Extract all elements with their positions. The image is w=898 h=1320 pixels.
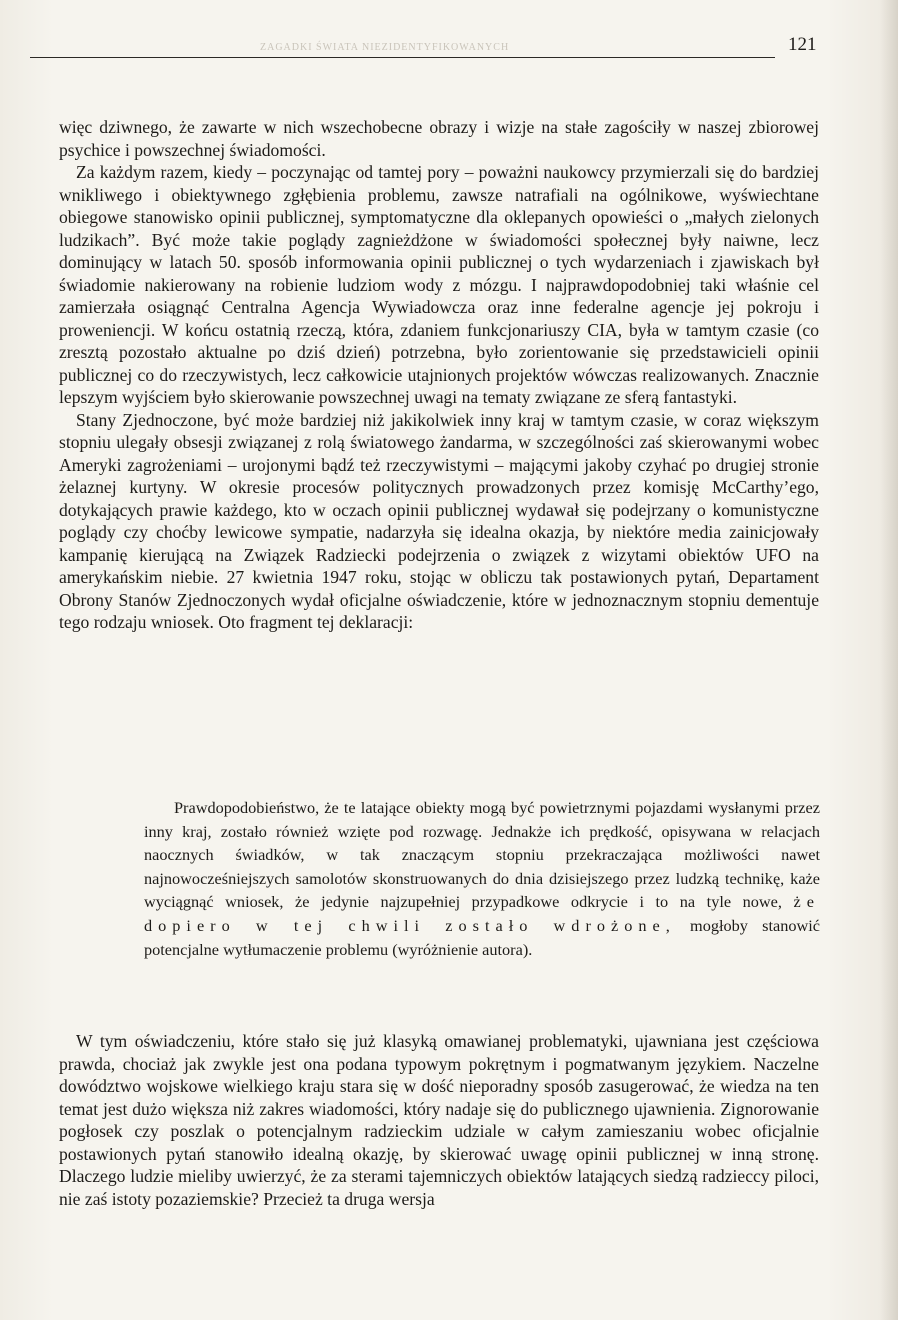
page-number: 121	[788, 34, 817, 55]
quote-text-2: mogłoby stanowić potencjalne wytłumaczenie problemu (wyróżnienie autora).	[144, 915, 820, 959]
block-quote	[144, 796, 820, 961]
paragraph-3: Stany Zjednoczone, być może bardziej niż jakikolwiek inny kraj w tamtym czasie, w coraz większym stopniu ulegały obsesji związanej z rolą światowego żandarma, w szczególności zaś skierowanymi wobec Ameryki zagrożeniami – urojonymi bądź też rzeczywistymi – mającymi jakoby czyhać po drugiej stronie żelaznej kurtyny. W okresie procesów politycznych prowadzonych przez komisję McCarthy’ego, dotykających prawie każdego, kto w oczach opinii publicznej wydawał się podejrzany o komunistyczne poglądy czy choćby lewicowe sympatie, nadarzyła się idealna okazja, by niektóre media zainicjowały kampanię kierującą na Związek Radziecki podejrzenia o związek z wizytami obiektów UFO na amerykańskim niebie. 27 kwietnia 1947 roku, stojąc w obliczu tak postawionych pytań, Departament Obrony Stanów Zjednoczonych wydał oficjalne oświadczenie, które w jednoznacznym stopniu dementuje tego rodzaju wniosek. Oto fragment tej deklaracji:	[59, 409, 819, 632]
paragraph-2: Za każdym razem, kiedy – poczynając od tamtej pory – poważni naukowcy przymierzali się do bardziej wnikliwego i obiektywnego zgłębienia problemu, zawsze natrafiali na ogólnikowe, wyświechtane obiegowe stanowisko opinii publicznej, symptomatyczne dla oklepanych opowieści o „małych zielonych ludzikach”. Być może takie poglądy zagnieżdżone w świadomości społecznej były naiwne, lecz dominujący w latach 50. sposób informowania opinii publicznej o tych wydarzeniach i zjawiskach był świadomie nakierowany na robienie ludziom wody z mózgu. I najprawdopodobniej taki właśnie cel zamierzała osiągnąć Centralna Agencja Wywiadowcza oraz inne federalne agencje jej pokroju i proweniencji. W końcu ostatnią rzeczą, która, zdaniem funkcjonariuszy CIA, była w tamtym czasie (co zresztą pozostało aktualne po dziś dzień) potrzebna, było zorientowanie się przedstawicieli opinii publicznej co do rzeczywistych, lecz całkowicie utajnionych projektów wówczas realizowanych. Znacznie lepszym wyjściem było skierowanie powszechnej uwagi na tematy związane ze sferą fantastyki.	[59, 162, 819, 407]
paragraph-4: W tym oświadczeniu, które stało się już klasyką omawianej problematyki, ujawniana jest częściowa prawda, chociaż jak zwykle jest ona podana typowym pokrętnym i pogmatwanym językiem. Naczelne dowództwo wojskowe wielkiego kraju stara się w dość nieporadny sposób zasugerować, że wiedza na ten temat jest dużo większa niż zakres wiadomości, który nadaje się do publicznego ujawnienia. Zignorowanie pogłosek czy poszlak o potencjalnym radzieckim udziale w całym zamieszaniu wobec oficjalnie postawionych pytań stanowiło idealną okazję, by skierować uwagę opinii publicznej w inną stronę. Dlaczego ludzie mieliby uwierzyć, że za sterami tajemniczych obiektów latających siedzą radzieccy piloci, nie zaś istoty pozaziemskie? Przecież ta druga wersja	[59, 1031, 819, 1209]
paragraph-1: więc dziwnego, że zawarte w nich wszechobecne obrazy i wizje na stałe zagościły w naszej zbiorowej psychice i powszechnej świadomości.	[59, 117, 819, 160]
header-rule	[30, 57, 775, 58]
body-text	[59, 116, 819, 634]
running-head: ZAGADKI ŚWIATA NIEZIDENTYFIKOWANYCH	[260, 42, 510, 53]
page-header	[30, 30, 830, 70]
quote-text-1: Prawdopodobieństwo, że te latające obiekty mogą być powietrznymi pojazdami wysłanymi przez inny kraj, zostało również wzięte pod rozwagę. Jednakże ich prędkość, opisywana w relacjach naocznych świadków, w tak znaczącym stopniu przekraczająca możliwości nawet najnowocześniejszych samolotów skonstruowanych do dnia dzisiejszego przez ludzką technikę, każe wyciągnąć wniosek, że jedynie najzupełniej przypadkowe odkrycie i to na tyle nowe,	[144, 798, 820, 912]
body-text-continued	[59, 1030, 819, 1210]
page-edge-shadow	[880, 0, 898, 1320]
quote-emphasis: że dopiero w tej chwili zostało wdrożone,	[144, 892, 820, 935]
quote-paragraph	[144, 796, 820, 961]
